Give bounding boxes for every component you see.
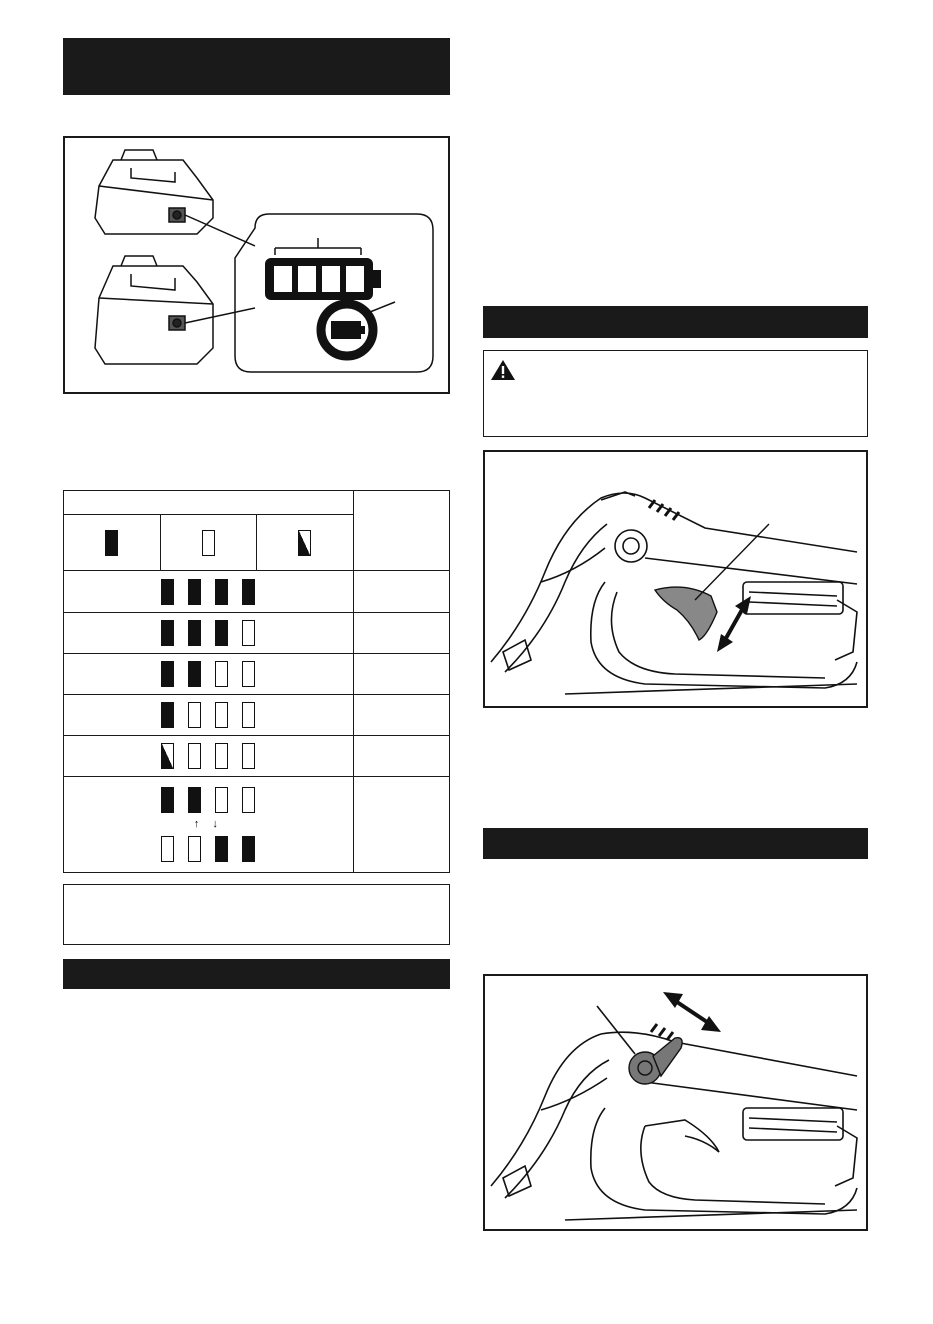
lock-lever-figure xyxy=(483,974,868,1231)
table-row xyxy=(64,777,354,873)
warning-icon xyxy=(490,359,516,381)
table-cell-remaining xyxy=(353,695,449,736)
section-header-left-top xyxy=(63,38,450,95)
section-header-right-top xyxy=(483,306,868,338)
indicator-table xyxy=(63,490,450,873)
table-cell-remaining xyxy=(353,613,449,654)
double-arrow-icon xyxy=(663,992,721,1032)
table-header-indicator xyxy=(64,491,354,515)
table-cell-remaining xyxy=(353,777,449,873)
legend-off xyxy=(160,515,257,571)
table-cell-remaining xyxy=(353,571,449,613)
table-row xyxy=(64,571,354,613)
table-header-remaining xyxy=(353,491,449,571)
table-row xyxy=(64,613,354,654)
trigger-figure xyxy=(483,450,868,708)
alternating-arrows: ↑ ↓ xyxy=(193,818,223,830)
legend-lighted xyxy=(64,515,161,571)
battery-figure xyxy=(63,136,450,394)
table-row xyxy=(64,654,354,695)
double-arrow-icon xyxy=(717,596,751,652)
table-cell-remaining xyxy=(353,736,449,777)
section-header-right-bottom xyxy=(483,828,868,859)
section-header-left-bottom xyxy=(63,959,450,989)
table-row xyxy=(64,695,354,736)
note-box xyxy=(63,884,450,945)
caution-box xyxy=(483,350,868,437)
battery-indicator-icon xyxy=(265,238,395,356)
legend-blinking xyxy=(257,515,354,571)
table-row xyxy=(64,736,354,777)
table-cell-remaining xyxy=(353,654,449,695)
